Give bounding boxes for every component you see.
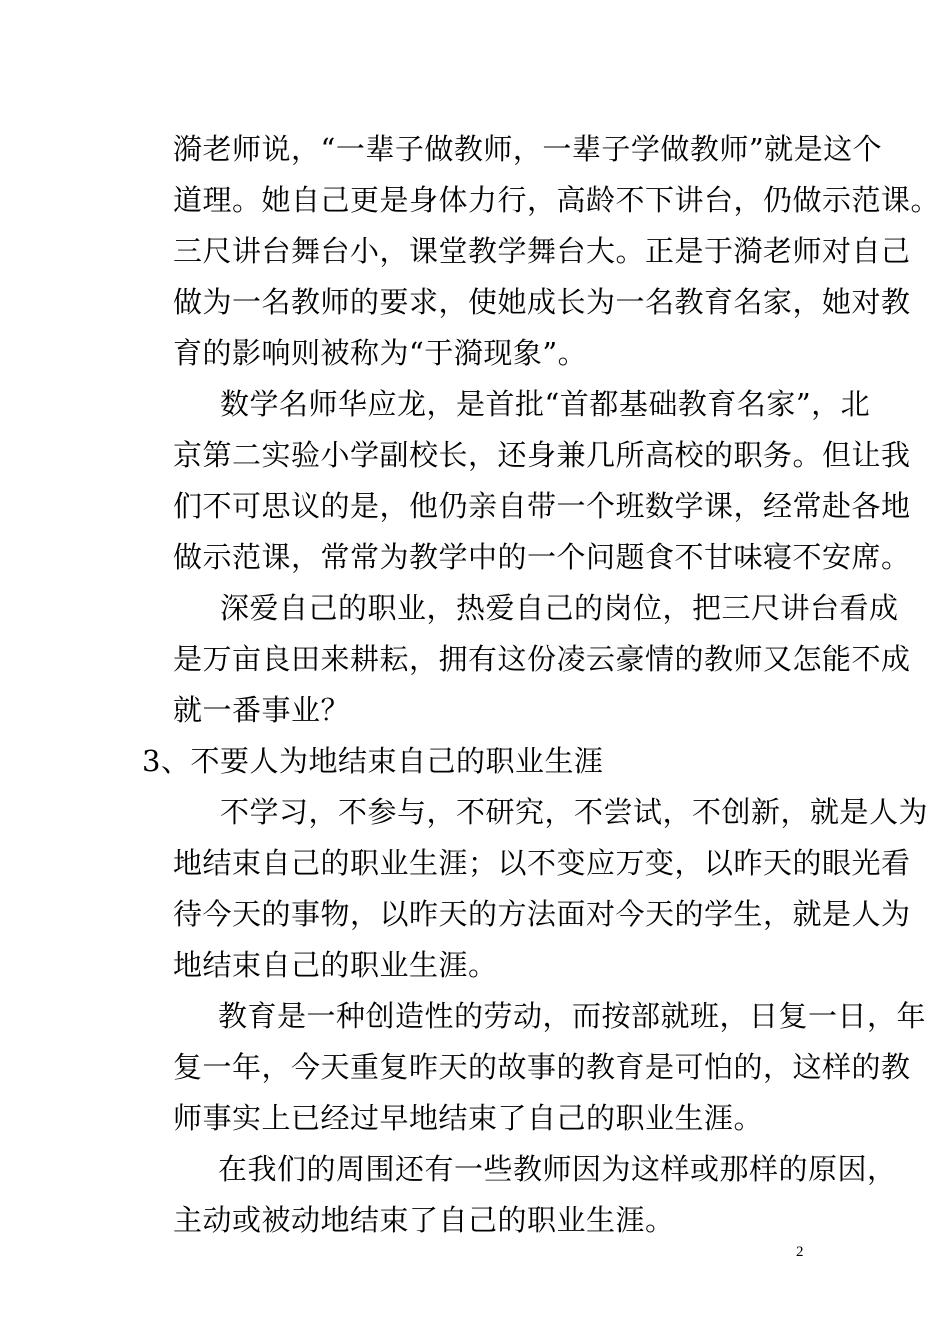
paragraph-line: 做示范课，常常为教学中的一个问题食不甘味寝不安席。 — [173, 540, 911, 574]
paragraph-line: 主动或被动地结束了自己的职业生涯。 — [173, 1203, 675, 1237]
paragraph-line: 待今天的事物，以昨天的方法面对今天的学生，就是人为 — [173, 897, 911, 931]
paragraph-line: 京第二实验小学副校长，还身兼几所高校的职务。但让我 — [173, 438, 911, 472]
paragraph-line: 是万亩良田来耕耘，拥有这份凌云豪情的教师又怎能不成 — [173, 642, 911, 676]
paragraph-line: 师事实上已经过早地结束了自己的职业生涯。 — [173, 1101, 764, 1135]
paragraph-line: 复一年，今天重复昨天的故事的教育是可怕的，这样的教 — [173, 1050, 911, 1084]
paragraph-line: 做为一名教师的要求，使她成长为一名教育名家，她对教 — [173, 285, 911, 319]
paragraph-line: 育的影响则被称为“于漪现象”。 — [173, 336, 588, 370]
page-number: 2 — [796, 1244, 804, 1260]
paragraph-line: 地结束自己的职业生涯；以不变应万变，以昨天的眼光看 — [173, 846, 911, 880]
section-heading: 3、不要人为地结束自己的职业生涯 — [142, 744, 604, 778]
paragraph-line: 在我们的周围还有一些教师因为这样或那样的原因， — [218, 1152, 897, 1186]
paragraph-line: 们不可思议的是，他仍亲自带一个班数学课，经常赴各地 — [173, 489, 911, 523]
paragraph-line: 就一番事业？ — [173, 693, 351, 727]
paragraph-line: 三尺讲台舞台小，课堂教学舞台大。正是于漪老师对自己 — [173, 234, 911, 268]
paragraph-line: 深爱自己的职业，热爱自己的岗位，把三尺讲台看成 — [220, 591, 899, 625]
paragraph-line: 不学习，不参与，不研究，不尝试，不创新，就是人为 — [220, 795, 929, 829]
paragraph-line: 数学名师华应龙，是首批“首都基础教育名家”，北 — [220, 387, 871, 421]
paragraph-line: 教育是一种创造性的劳动，而按部就班，日复一日，年 — [218, 999, 927, 1033]
paragraph-line: 地结束自己的职业生涯。 — [173, 948, 498, 982]
paragraph-line: 道理。她自己更是身体力行，高龄不下讲台，仍做示范课。 — [173, 183, 941, 217]
paragraph-line: 漪老师说，“一辈子做教师，一辈子学做教师”就是这个 — [173, 132, 883, 166]
